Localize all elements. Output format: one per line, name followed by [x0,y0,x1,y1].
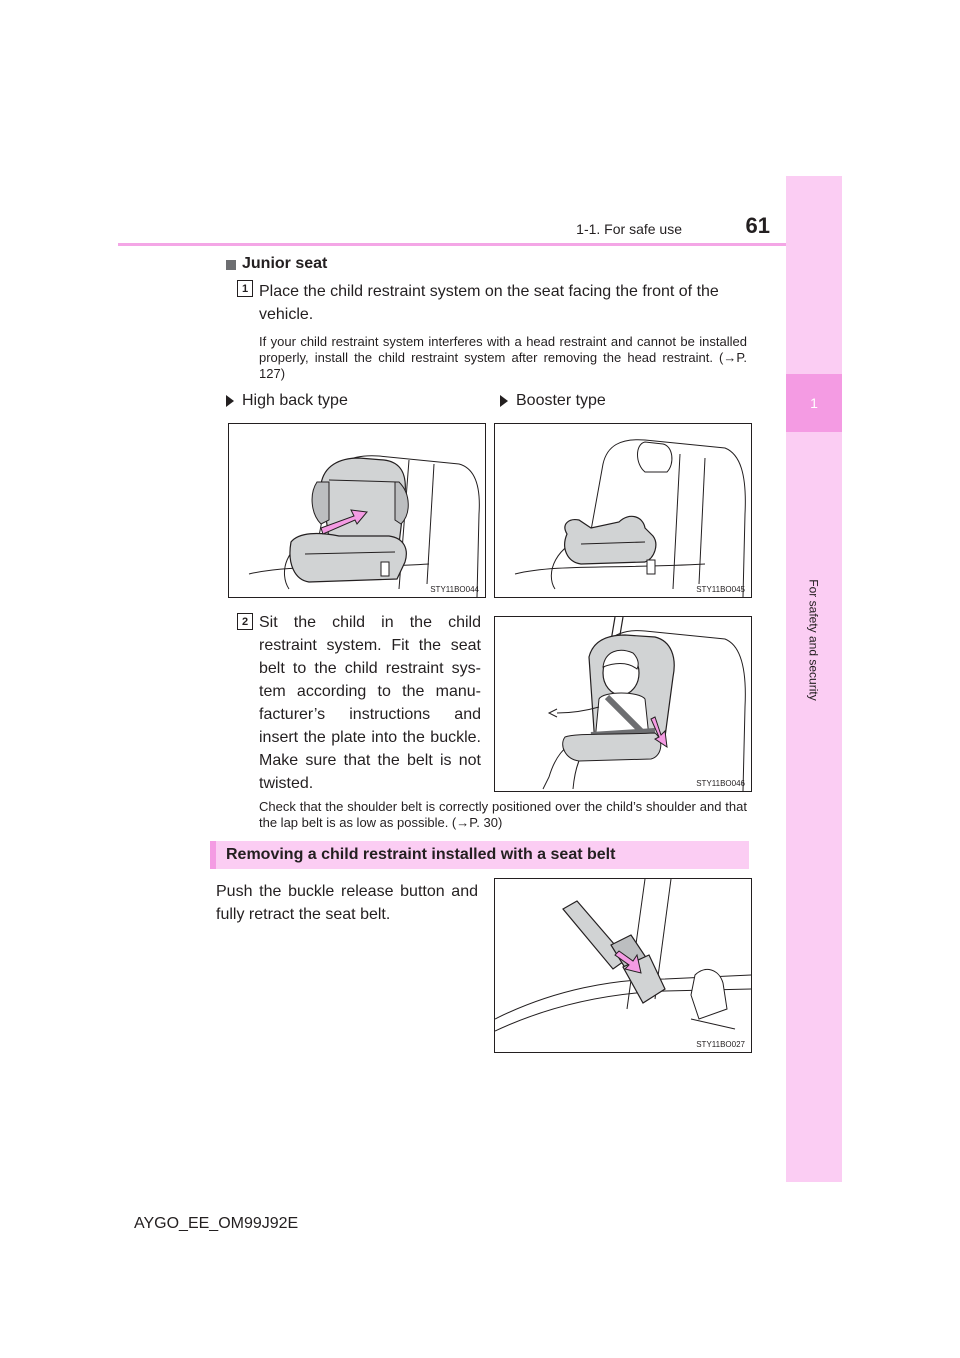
page-number: 61 [745,213,770,238]
booster-type-label: Booster type [516,392,606,409]
booster-seat-illustration [494,423,752,598]
figure-code: STY11BO044 [430,585,479,594]
step-1-text: Place the child restraint system on the seat facing the front of the vehicle. [259,283,719,323]
booster-seat-drawing [495,424,751,597]
document-code: AYGO_EE_OM99J92E [134,1215,299,1232]
chapter-title-tab [786,460,842,820]
step-1-number: 1 [237,280,253,297]
buckle-release-illustration [494,878,752,1053]
step-2-text: Sit the child in the child restraint system. Fit the seat belt to the child restraint sys-tem according to the manu-facturer’s instructions and insert the plate into the buckle. Make sure that the belt is not twisted. [259,614,481,792]
child-in-seat-drawing [495,617,751,791]
triangle-bullet-icon [500,395,508,407]
step-1-note: If your child restraint system interferes with a head restraint and cannot be installed properly, install the child restraint system after removing the head restraint. (→P. 127) [259,334,747,381]
header-section-title: 1-1. For safe use [576,221,682,237]
triangle-bullet-icon [226,395,234,407]
high-back-seat-drawing [229,424,485,597]
junior-seat-heading: Junior seat [242,255,328,272]
chapter-number-tab[interactable] [786,374,842,432]
figure-code: STY11BO045 [696,585,745,594]
header-divider [118,243,786,246]
buckle-release-drawing [495,879,751,1052]
removing-section-title: Removing a child restraint installed with a seat belt [226,846,616,863]
step-2-number: 2 [237,613,253,630]
figure-code: STY11BO046 [696,779,745,788]
high-back-type-label: High back type [242,392,348,409]
chapter-title: For safety and security [807,579,822,701]
square-bullet-icon [226,260,236,270]
removing-section-accent [210,841,216,869]
step-2-note: Check that the shoulder belt is correctly positioned over the child’s shoulder and that the lap belt is as low as possible. (→P. 30) [259,799,747,830]
high-back-seat-illustration [228,423,486,598]
chapter-number: 1 [810,395,818,411]
figure-code: STY11BO027 [696,1040,745,1049]
child-in-seat-illustration [494,616,752,792]
removing-text: Push the buckle release button and fully retract the seat belt. [216,883,478,923]
